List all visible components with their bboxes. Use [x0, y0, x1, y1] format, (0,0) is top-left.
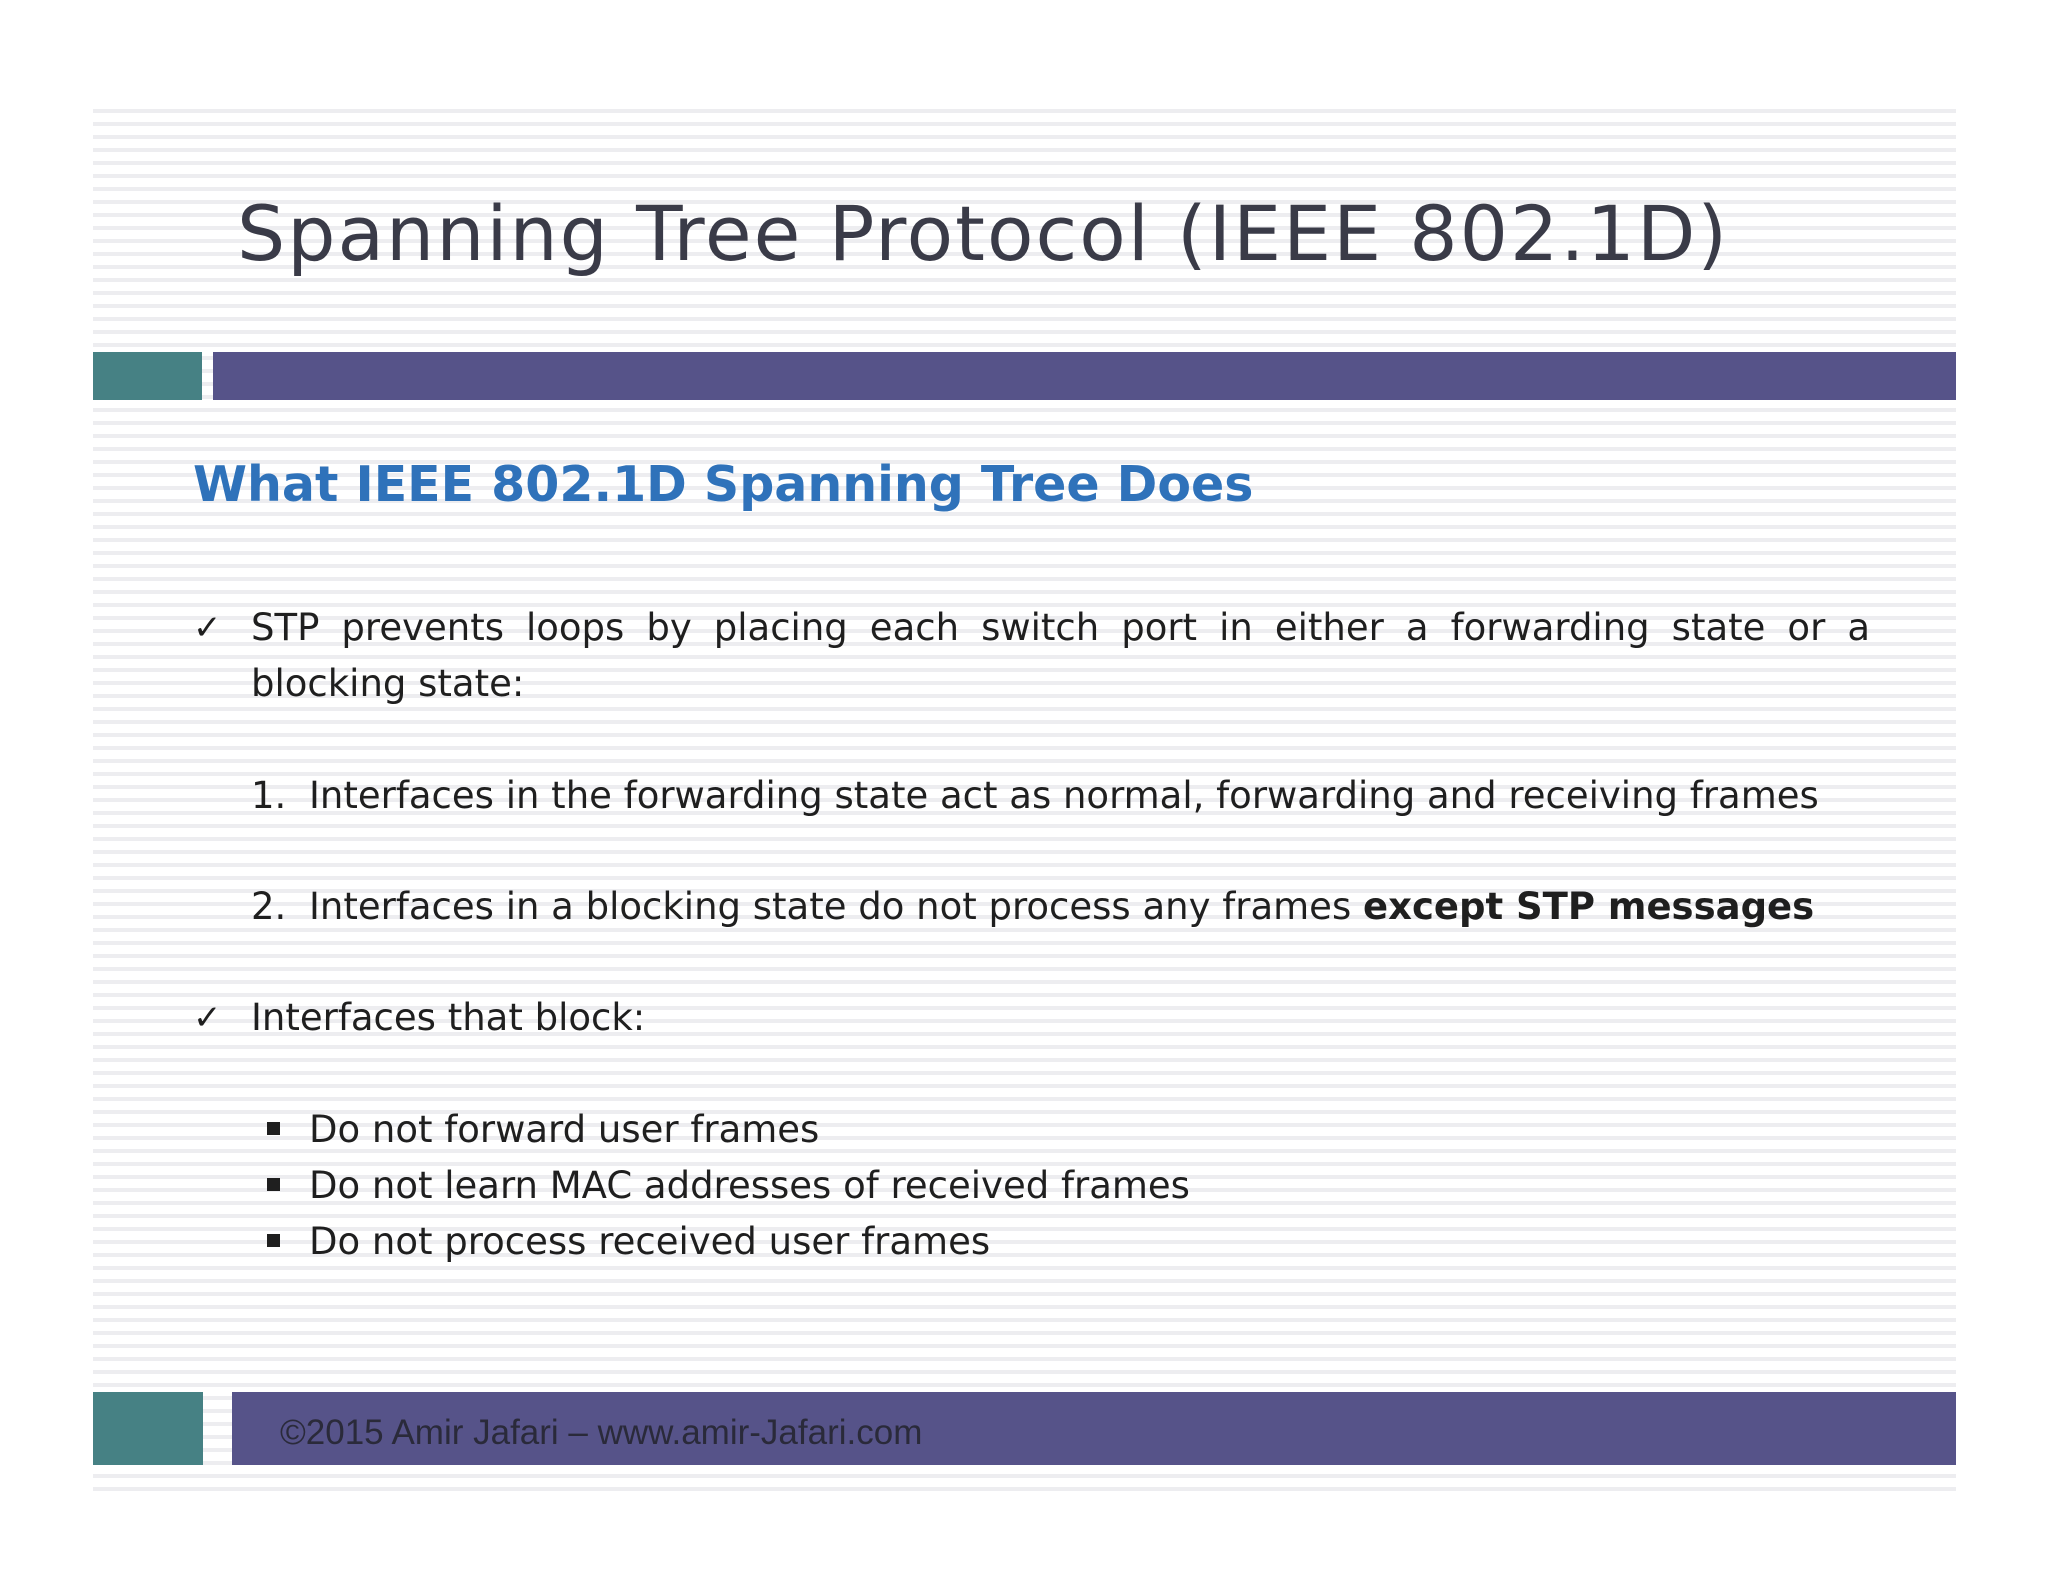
slide-title: Spanning Tree Protocol (IEEE 802.1D) — [237, 189, 1730, 278]
header-accent-teal — [93, 352, 202, 400]
footer-copyright: ©2015 Amir Jafari – www.amir-Jafari.com — [280, 1413, 923, 1452]
sub-item: Do not forward user frames — [309, 1108, 820, 1151]
footer-accent-teal — [93, 1392, 203, 1465]
numbered-item-label: 2. — [251, 885, 287, 928]
sub-item: Do not process received user frames — [309, 1220, 991, 1263]
numbered-item-2 — [251, 879, 1814, 935]
numbered-item-label: 1. — [251, 774, 287, 817]
header-accent-purple — [213, 352, 1956, 400]
square-bullet-icon — [267, 1234, 280, 1247]
numbered-item-1 — [251, 768, 1819, 824]
numbered-item-bold-text: except STP messages — [1362, 885, 1815, 928]
bullet-interfaces-that-block: Interfaces that block: — [251, 996, 646, 1039]
checkmark-icon: ✓ — [193, 998, 222, 1038]
slide-subtitle: What IEEE 802.1D Spanning Tree Does — [193, 456, 1254, 513]
sub-item: Do not learn MAC addresses of received frames — [309, 1164, 1190, 1207]
numbered-item-text: Interfaces in the forwarding state act as normal, forwarding and receiving frames — [309, 774, 1819, 817]
bullet-stp-prevents-loops: STP prevents loops by placing each switch port in either a forwarding state or a blocking state: — [251, 606, 1870, 705]
checkmark-icon: ✓ — [193, 608, 222, 648]
square-bullet-icon — [267, 1122, 280, 1135]
square-bullet-icon — [267, 1178, 280, 1191]
numbered-item-text: Interfaces in a blocking state do not process any frames — [309, 885, 1363, 928]
